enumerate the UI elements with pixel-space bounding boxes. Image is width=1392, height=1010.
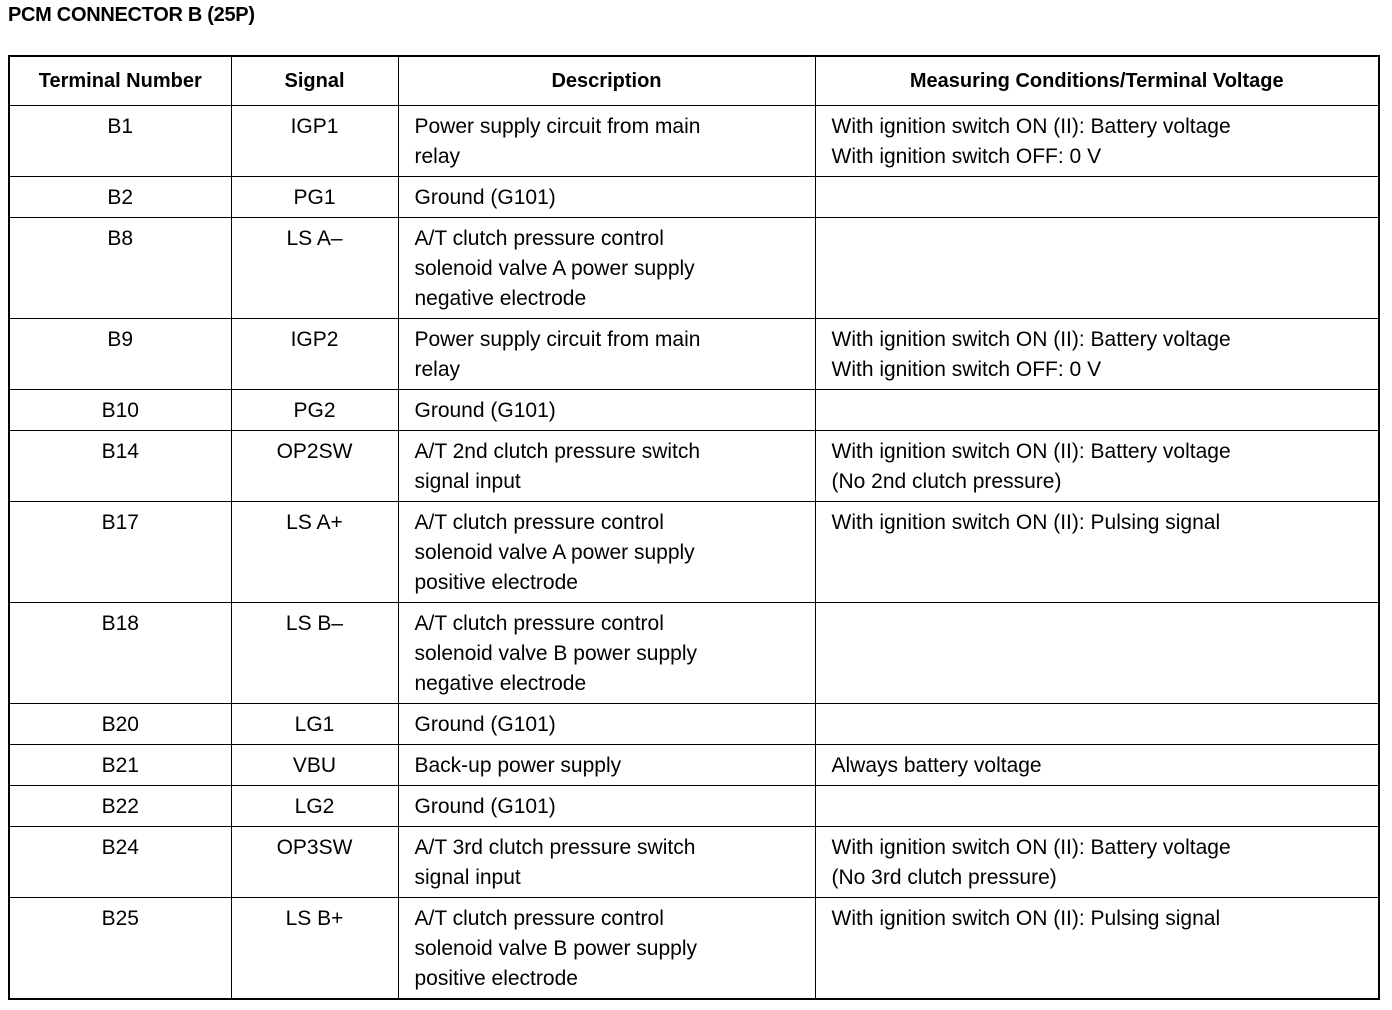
measuring-line: With ignition switch ON (II): Pulsing signal	[831, 511, 1221, 534]
description-cell	[398, 218, 815, 319]
table-row	[9, 786, 1379, 827]
measuring-conditions-cell	[815, 786, 1379, 827]
measuring-line: With ignition switch ON (II): Battery voltage	[831, 836, 1231, 859]
terminal-number-cell: B22	[9, 786, 231, 827]
terminal-number-cell: B14	[9, 431, 231, 502]
description-cell	[398, 319, 815, 390]
description-cell	[398, 106, 815, 177]
terminal-number-cell: B2	[9, 177, 231, 218]
table-row	[9, 827, 1379, 898]
signal-cell: LS B–	[231, 603, 398, 704]
description-cell	[398, 177, 815, 218]
description-line: positive electrode	[414, 571, 578, 594]
table-row	[9, 603, 1379, 704]
terminal-number-cell: B25	[9, 898, 231, 1000]
table-row	[9, 898, 1379, 1000]
description-line: A/T 2nd clutch pressure switch	[414, 440, 701, 463]
description-cell	[398, 502, 815, 603]
table-row	[9, 218, 1379, 319]
description-line: Ground (G101)	[414, 186, 556, 209]
description-line: signal input	[414, 866, 521, 889]
description-cell	[398, 390, 815, 431]
measuring-conditions-cell	[815, 106, 1379, 177]
description-line: signal input	[414, 470, 521, 493]
measuring-conditions-cell	[815, 390, 1379, 431]
terminal-number-cell: B8	[9, 218, 231, 319]
signal-cell: IGP2	[231, 319, 398, 390]
terminal-number-cell: B21	[9, 745, 231, 786]
signal-cell: PG1	[231, 177, 398, 218]
signal-cell: LS A+	[231, 502, 398, 603]
signal-cell: VBU	[231, 745, 398, 786]
signal-cell: LS B+	[231, 898, 398, 1000]
table-row	[9, 745, 1379, 786]
measuring-line: With ignition switch ON (II): Pulsing signal	[831, 907, 1221, 930]
description-line: solenoid valve B power supply	[414, 642, 697, 665]
description-line: positive electrode	[414, 967, 578, 990]
measuring-line: With ignition switch ON (II): Battery voltage	[831, 115, 1231, 138]
description-line: solenoid valve A power supply	[414, 541, 695, 564]
description-line: negative electrode	[414, 672, 587, 695]
terminal-number-cell: B1	[9, 106, 231, 177]
pcm-connector-table	[8, 55, 1380, 1000]
terminal-number-cell: B17	[9, 502, 231, 603]
measuring-conditions-cell	[815, 603, 1379, 704]
measuring-line: With ignition switch OFF: 0 V	[831, 358, 1102, 381]
description-line: A/T clutch pressure control	[414, 511, 664, 534]
header-measuring-conditions: Measuring Conditions/Terminal Voltage	[815, 56, 1379, 106]
measuring-line: With ignition switch ON (II): Battery voltage	[831, 440, 1231, 463]
header-signal: Signal	[231, 56, 398, 106]
description-line: A/T 3rd clutch pressure switch	[414, 836, 696, 859]
description-line: Power supply circuit from main	[414, 328, 701, 351]
description-cell	[398, 827, 815, 898]
measuring-line: (No 3rd clutch pressure)	[831, 866, 1057, 889]
description-line: Power supply circuit from main	[414, 115, 701, 138]
description-line: Ground (G101)	[414, 795, 556, 818]
description-cell	[398, 898, 815, 1000]
measuring-line: (No 2nd clutch pressure)	[831, 470, 1062, 493]
measuring-conditions-cell	[815, 898, 1379, 1000]
description-cell	[398, 745, 815, 786]
description-cell	[398, 603, 815, 704]
table-row	[9, 704, 1379, 745]
signal-cell: LG1	[231, 704, 398, 745]
signal-cell: PG2	[231, 390, 398, 431]
description-line: solenoid valve B power supply	[414, 937, 697, 960]
description-line: Ground (G101)	[414, 399, 556, 422]
table-row	[9, 177, 1379, 218]
measuring-line: With ignition switch ON (II): Battery voltage	[831, 328, 1231, 351]
signal-cell: IGP1	[231, 106, 398, 177]
description-cell	[398, 431, 815, 502]
measuring-line: Always battery voltage	[831, 754, 1042, 777]
table-header-row	[9, 56, 1379, 106]
measuring-conditions-cell	[815, 218, 1379, 319]
description-line: solenoid valve A power supply	[414, 257, 695, 280]
measuring-conditions-cell	[815, 177, 1379, 218]
table-row	[9, 502, 1379, 603]
measuring-line: With ignition switch OFF: 0 V	[831, 145, 1102, 168]
page-title: PCM CONNECTOR B (25P)	[8, 4, 255, 26]
terminal-number-cell: B20	[9, 704, 231, 745]
description-line: relay	[414, 145, 461, 168]
measuring-conditions-cell	[815, 431, 1379, 502]
header-description: Description	[398, 56, 815, 106]
description-line: negative electrode	[414, 287, 587, 310]
terminal-number-cell: B18	[9, 603, 231, 704]
signal-cell: LS A–	[231, 218, 398, 319]
measuring-conditions-cell	[815, 502, 1379, 603]
table-row	[9, 431, 1379, 502]
signal-cell: LG2	[231, 786, 398, 827]
signal-cell: OP3SW	[231, 827, 398, 898]
terminal-number-cell: B9	[9, 319, 231, 390]
terminal-number-cell: B24	[9, 827, 231, 898]
table-row	[9, 106, 1379, 177]
table-row	[9, 319, 1379, 390]
description-cell	[398, 786, 815, 827]
description-cell	[398, 704, 815, 745]
measuring-conditions-cell	[815, 319, 1379, 390]
description-line: relay	[414, 358, 461, 381]
header-terminal-number: Terminal Number	[9, 56, 231, 106]
description-line: Ground (G101)	[414, 713, 556, 736]
description-line: Back-up power supply	[414, 754, 622, 777]
measuring-conditions-cell	[815, 704, 1379, 745]
description-line: A/T clutch pressure control	[414, 612, 664, 635]
description-line: A/T clutch pressure control	[414, 907, 664, 930]
measuring-conditions-cell	[815, 745, 1379, 786]
signal-cell: OP2SW	[231, 431, 398, 502]
description-line: A/T clutch pressure control	[414, 227, 664, 250]
measuring-conditions-cell	[815, 827, 1379, 898]
terminal-number-cell: B10	[9, 390, 231, 431]
table-body	[9, 106, 1379, 1000]
table-row	[9, 390, 1379, 431]
